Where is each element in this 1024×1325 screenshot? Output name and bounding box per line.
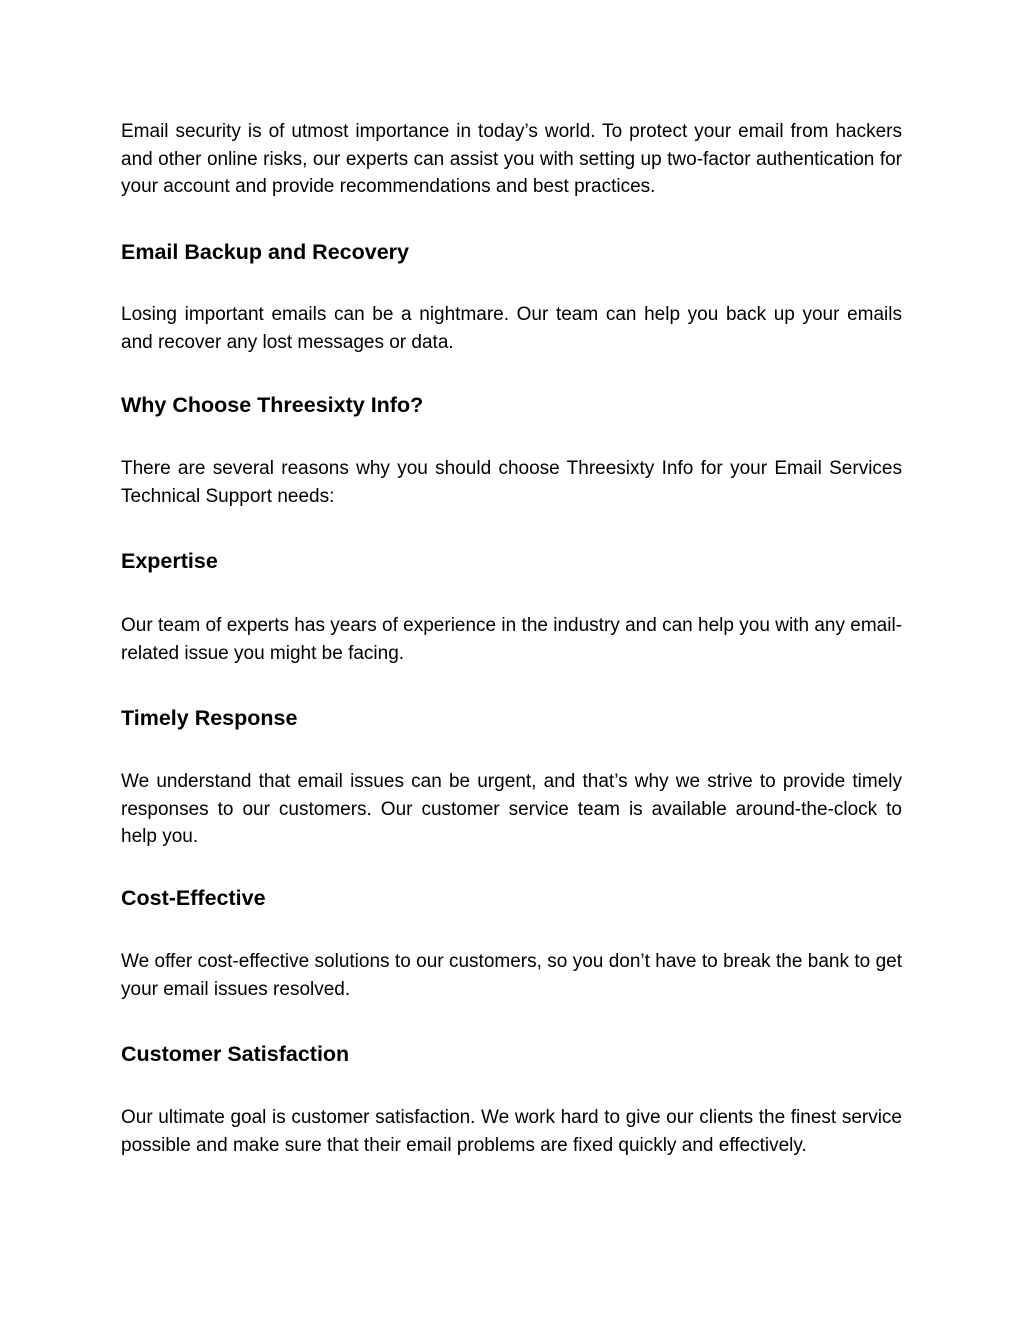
paragraph-expertise: Our team of experts has years of experience in the industry and can help you with any email-related issue you might be facing. <box>121 615 902 664</box>
heading-why-choose-threesixty-info: Why Choose Threesixty Info? <box>121 393 424 417</box>
heading-cost-effective: Cost-Effective <box>121 886 266 910</box>
heading-customer-satisfaction: Customer Satisfaction <box>121 1042 350 1066</box>
paragraph-timely-response: We understand that email issues can be urgent, and that’s why we strive to provide timely responses to our customers. Our customer service team is available around-the-clock to help you. <box>121 771 902 847</box>
paragraph-email-backup-and-recovery: Losing important emails can be a nightmare. Our team can help you back up your emails and recover any lost messages or data. <box>121 304 902 353</box>
paragraph-why-choose-threesixty-info: There are several reasons why you should choose Threesixty Info for your Email Services Technical Support needs: <box>121 458 902 507</box>
paragraph-cost-effective: We offer cost-effective solutions to our customers, so you don’t have to break the bank to get your email issues resolved. <box>121 951 902 1000</box>
heading-expertise: Expertise <box>121 549 218 573</box>
intro-paragraph: Email security is of utmost importance in today’s world. To protect your email from hackers and other online risks, our experts can assist you with setting up two-factor authentication for your account and provide recommendations and best practices. <box>121 121 902 197</box>
heading-timely-response: Timely Response <box>121 706 298 730</box>
heading-email-backup-and-recovery: Email Backup and Recovery <box>121 240 409 264</box>
paragraph-customer-satisfaction: Our ultimate goal is customer satisfaction. We work hard to give our clients the finest service possible and make sure that their email problems are fixed quickly and effectively. <box>121 1107 902 1156</box>
